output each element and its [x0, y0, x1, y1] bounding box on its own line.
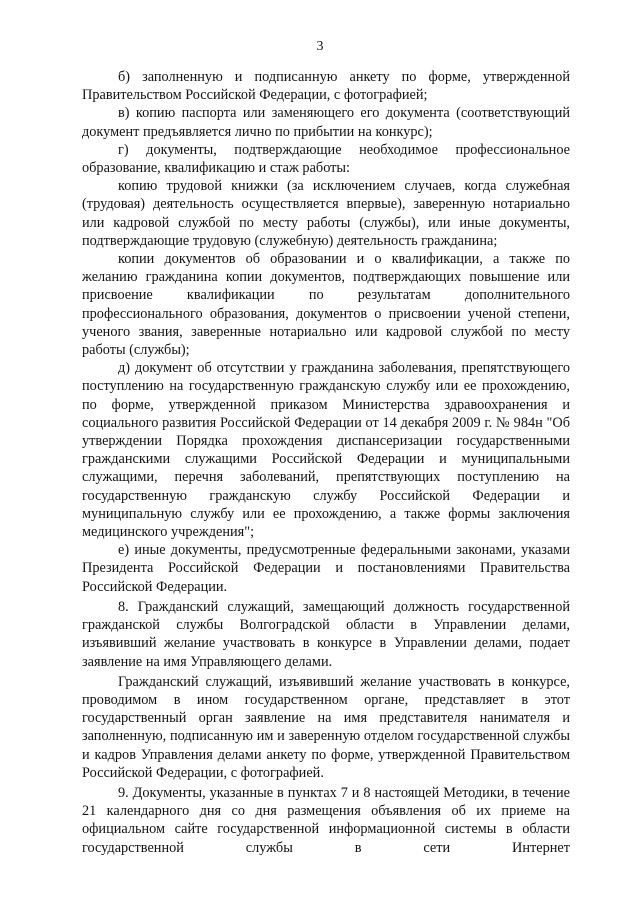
paragraph-e-other-documents: е) иные документы, предусмотренные федеральными законами, указами Президента Российской Федерации и постановлениями Правительства Российской Федерации. — [82, 542, 570, 595]
paragraph-8-civil-servant: 8. Гражданский служащий, замещающий должность государственной гражданской службы Волгоградской области в Управлении делами, изъявивший желание участвовать в конкурсе в Управлении делами, подает заявление на имя Управляющего делами. — [82, 598, 570, 670]
paragraph-education-copies: копии документов об образовании и о квалификации, а также по желанию гражданина копии документов, подтверждающих повышение или присвоение квалификации по результатам дополнительного профессионального образования, документов о присвоении ученой степени, ученого звания, заверенные нотариально или кадровой службой по месту работы (службы); — [82, 251, 570, 359]
paragraph-b-questionnaire: б) заполненную и подписанную анкету по форме, утвержденной Правительством Российской Федерации, с фотографией; — [82, 69, 570, 104]
document-body — [82, 68, 570, 857]
paragraph-v-passport: в) копию паспорта или заменяющего его документа (соответствующий документ предъявляется лично по прибытии на конкурс); — [82, 105, 570, 140]
page-number: 3 — [316, 39, 324, 54]
paragraph-d-medical-certificate: д) документ об отсутствии у гражданина заболевания, препятствующего поступлению на государственную гражданскую службу или ее прохождению, по форме, утвержденной приказом Министерства здравоохранения и социального развития Российской Федерации от 14 декабря 2009 г. № 984н "Об утверждении Порядка прохождения диспансеризации государственными гражданскими служащими Российской Федерации и муниципальными служащими, перечня заболеваний, препятствующих поступлению на государственную гражданскую службу Российской Федерации и муниципальную службу или ее прохождению, а также формы заключения медицинского учреждения"; — [82, 360, 570, 541]
paragraph-g-documents: г) документы, подтверждающие необходимое профессиональное образование, квалификацию и стаж работы: — [82, 141, 570, 177]
paragraph-other-body-application: Гражданский служащий, изъявивший желание участвовать в конкурсе, проводимом в ином государственном органе, представляет в этот государственный орган заявление на имя представителя нанимателя и заполненную, подписанную им и заверенную отделом государственной службы и кадров Управления делами анкету по форме, утвержденной Правительством Российской Федерации, с фотографией. — [82, 673, 570, 781]
paragraph-work-book-copy: копию трудовой книжки (за исключением случаев, когда служебная (трудовая) деятельность осуществляется впервые), заверенную нотариально или кадровой службой по месту работы (службы), или иные документы, подтверждающие трудовую (служебную) деятельность гражданина; — [82, 178, 570, 249]
paragraph-9-documents-deadline: 9. Документы, указанные в пунктах 7 и 8 настоящей Методики, в течение 21 календарного дня со дня размещения объявления об их приеме на официальном сайте государственной информационной системы в области государственной службы в сети Интернет — [82, 784, 570, 856]
